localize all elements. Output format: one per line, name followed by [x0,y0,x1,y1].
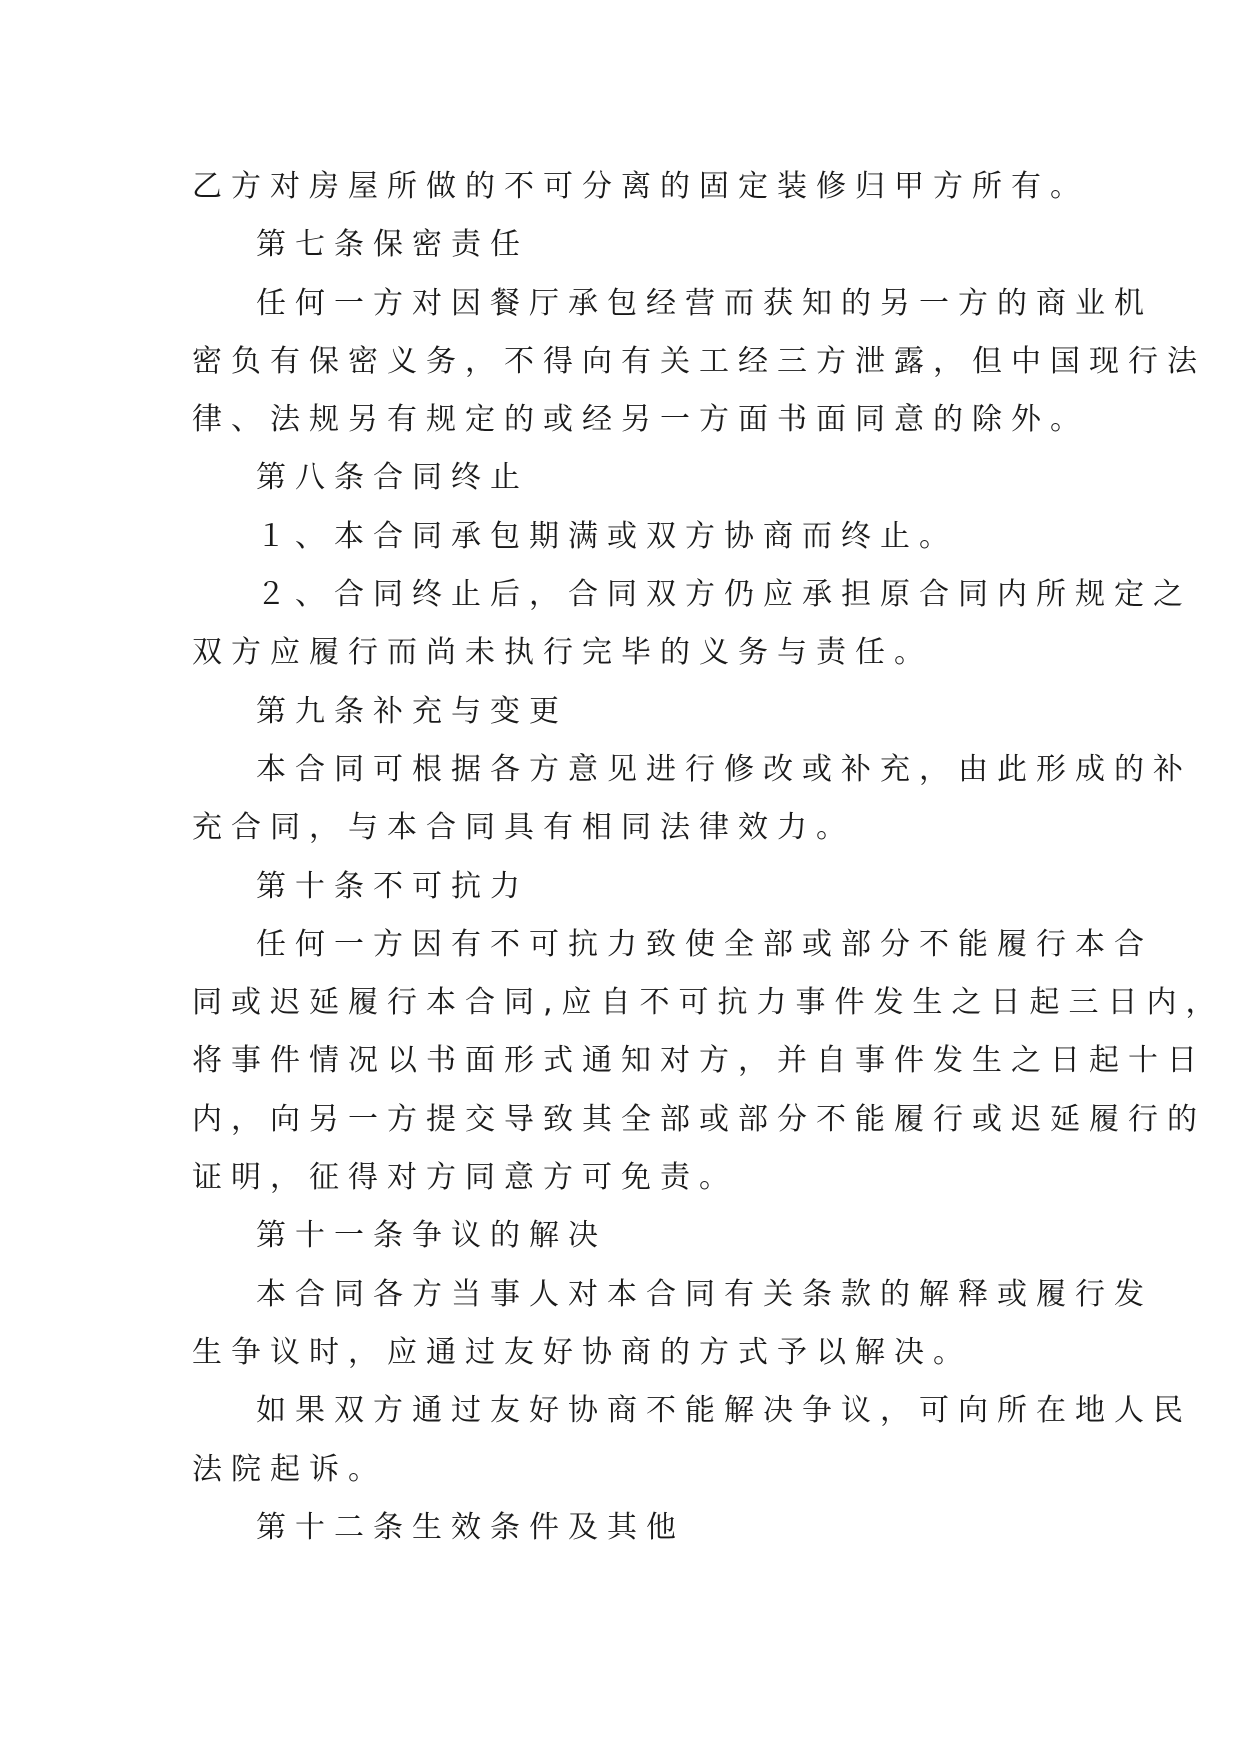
body-text-line: 法院起诉。 [192,1451,387,1487]
article-12-heading: 第十二条生效条件及其他 [256,1509,685,1545]
body-text-line: 任何一方对因餐厅承包经营而获知的另一方的商业机 [256,285,1153,321]
body-text-line: 密负有保密义务，不得向有关工经三方泄露，但中国现行法 [192,343,1206,379]
body-text-line: 律、法规另有规定的或经另一方面书面同意的除外。 [192,402,1089,438]
body-text-line: 本合同各方当事人对本合同有关条款的解释或履行发 [256,1276,1153,1312]
body-text-line: 充合同，与本合同具有相同法律效力。 [192,810,855,846]
article-11-heading: 第十一条争议的解决 [256,1218,607,1254]
body-text-line: 证明，征得对方同意方可免责。 [192,1160,738,1196]
body-text-line: 如果双方通过友好协商不能解决争议，可向所在地人民 [256,1393,1192,1429]
body-text-line: 任何一方因有不可抗力致使全部或部分不能履行本合 [256,926,1153,962]
contract-body [192,158,1225,1557]
numbered-clause: １、本合同承包期满或双方协商而终止。 [256,518,958,554]
body-text-line: 内，向另一方提交导致其全部或部分不能履行或迟延履行的 [192,1101,1206,1137]
article-8-heading: 第八条合同终止 [256,460,529,496]
body-text-line: 双方应履行而尚未执行完毕的义务与责任。 [192,635,933,671]
numbered-clause: ２、合同终止后，合同双方仍应承担原合同内所规定之 [256,577,1192,613]
article-10-heading: 第十条不可抗力 [256,868,529,904]
article-9-heading: 第九条补充与变更 [256,693,568,729]
body-text-line: 将事件情况以书面形式通知对方，并自事件发生之日起十日 [192,1043,1206,1079]
body-text-line: 生争议时，应通过友好协商的方式予以解决。 [192,1334,972,1370]
body-text-line: 本合同可根据各方意见进行修改或补充，由此形成的补 [256,751,1192,787]
body-text-line: 同或迟延履行本合同,应自不可抗力事件发生之日起三日内， [192,985,1225,1021]
article-7-heading: 第七条保密责任 [256,227,529,263]
body-text-line: 乙方对房屋所做的不可分离的固定装修归甲方所有。 [192,169,1089,204]
